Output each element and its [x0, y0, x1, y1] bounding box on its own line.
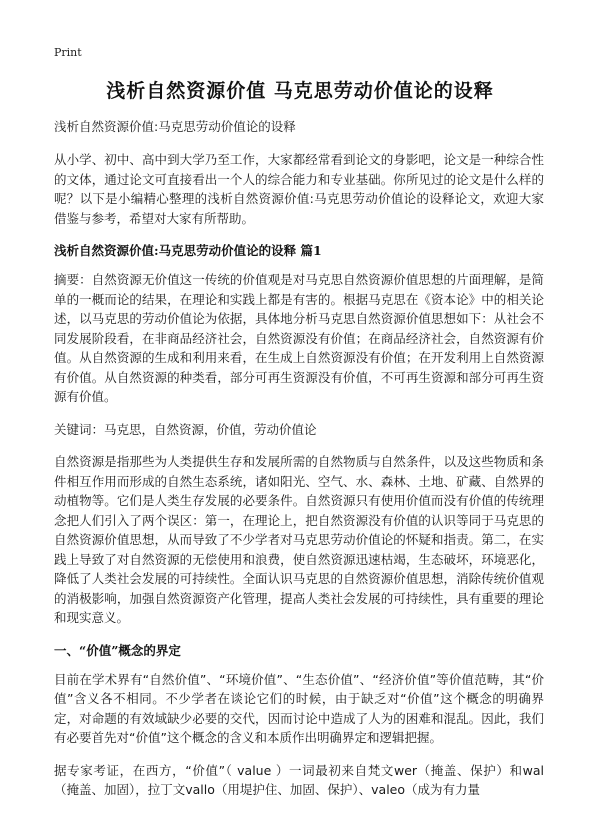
section1-heading: 一、“价值”概念的界定	[54, 642, 181, 658]
intro-paragraph: 从小学、初中、高中到大学乃至工作，大家都经常看到论文的身影吧，论文是一种综合性的文体，通过论文可直接看出一个人的综合能力和专业基础。你所见过的论文是什么样的呢？以下是小编精心整理的浅析自然资源价值:马克思劳动价值论的设释论文，欢迎大家借鉴与参考，希望对大家有所帮助。	[54, 152, 544, 226]
body-paragraph: 自然资源是指那些为人类提供生存和发展所需的自然物质与自然条件，以及这些物质和条件相互作用而形成的自然生态系统，诸如阳光、空气、水、森林、土地、矿藏、自然界的动植物等。它们是人类生存发展的必要条件。自然资源只有使用价值而没有价值的传统理念把人们引入了两个误区：第一，在理论上，把自然资源没有价值的认识等同于马克思的自然资源价值思想，从而导致了不少学者对马克思劳动价值论的怀疑和指责。第二，在实践上导致了对自然资源的无偿使用和浪费，使自然资源迅速枯竭，生态破坏，环境恶化，降低了人类社会发展的可持续性。全面认识马克思的自然资源价值思想，消除传统价值观的消极影响，加强自然资源资产化管理，提高人类社会发展的可持续性，具有重要的理论和现实意义。	[54, 454, 544, 625]
article-body	[54, 118, 544, 813]
section1-paragraph-2: 据专家考证，在西方，“价值”（ value ）一词最初来自梵文wer（掩盖、保护）和wal（掩盖、加固），拉丁文vallo（用堤护住、加固、保护）、valeo（成为有力量	[54, 762, 544, 797]
keywords-paragraph: 关键词：马克思，自然资源，价值，劳动价值论	[54, 421, 317, 437]
section1-paragraph-1: 目前在学术界有“自然价值”、“环境价值”、“生态价值”、“经济价值”等价值范畴，其“价值”含义各不相同。不少学者在谈论它们的时候，由于缺乏对“价值”这个概念的明确界定，对命题的有效域缺少必要的交代，因而讨论中造成了人为的困难和混乱。因此，我们有必要首先对“价值”这个概念的含义和本质作出明确界定和逻辑把握。	[54, 671, 544, 745]
part1-heading: 浅析自然资源价值:马克思劳动价值论的设释 篇1	[54, 243, 322, 258]
abstract-paragraph: 摘要：自然资源无价值这一传统的价值观是对马克思自然资源价值思想的片面理解，是简单的一概而论的结果，在理论和实践上都是有害的。根据马克思在《资本论》中的相关论述，以马克思的劳动价值论为依据，具体地分析马克思自然资源价值思想如下：从社会不同发展阶段看，在非商品经济社会，自然资源没有价值；在商品经济社会，自然资源有价值。从自然资源的生成和利用来看，在生成上自然资源没有价值；在开发利用上自然资源有价值。从自然资源的种类看，部分可再生资源没有价值，不可再生资源和部分可再生资源有价值。	[54, 272, 544, 404]
print-link[interactable]: Print	[54, 46, 82, 59]
article-subtitle: 浅析自然资源价值:马克思劳动价值论的设释	[54, 119, 296, 134]
page-title: 浅析自然资源价值 马克思劳动价值论的设释	[106, 80, 494, 102]
